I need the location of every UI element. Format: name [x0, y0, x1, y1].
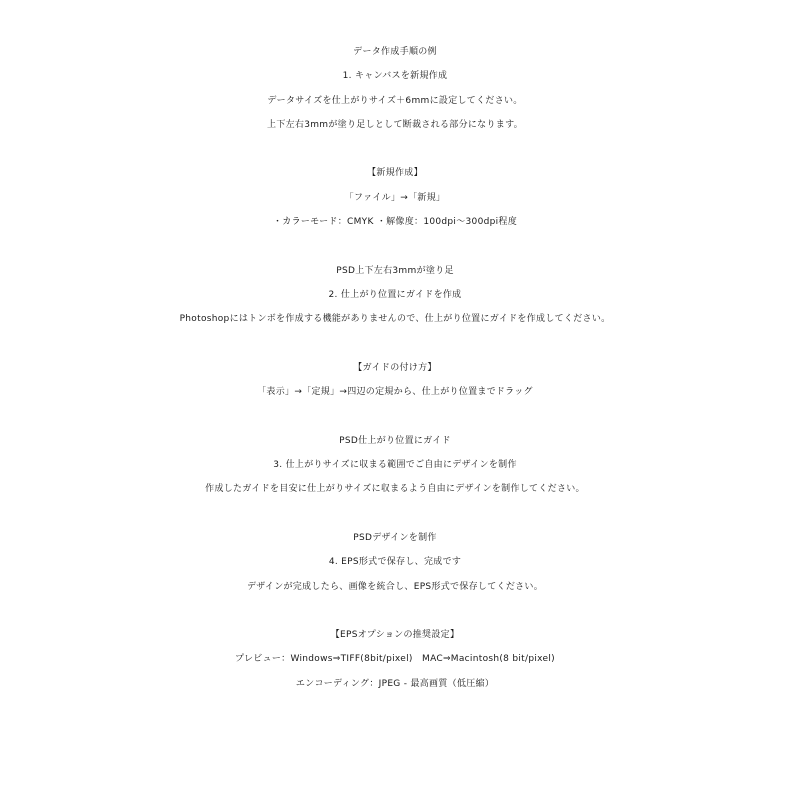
bleed-image-caption: PSD上下左右3mmが塗り足: [336, 265, 454, 276]
step-3-text: 作成したガイドを目安に仕上がりサイズに収まるよう自由にデザインを制作してください。: [205, 484, 585, 495]
guide-section-title: 【ガイドの付け方】: [353, 362, 437, 373]
instructions-document: [0, 40, 790, 696]
spacer: [0, 502, 790, 526]
step-1-text-line-2: 上下左右3mmが塗り足しとして断裁される部分になります。: [267, 119, 523, 130]
guide-image-caption: PSD仕上がり位置にガイド: [339, 435, 451, 446]
eps-section-title: 【EPSオプションの推奨設定】: [330, 630, 460, 641]
guide-menu-path: 「表示」→「定規」→四辺の定規から、仕上がり位置までドラッグ: [257, 387, 533, 398]
step-2-text: Photoshopにはトンボを作成する機能がありませんので、仕上がり位置にガイドを作成してください。: [179, 314, 611, 325]
doc-title: データ作成手順の例: [353, 47, 437, 57]
spacer: [0, 234, 790, 258]
step-4-text: デザインが完成したら、画像を統合し、EPS形式で保存してください。: [246, 581, 544, 592]
design-image-caption: PSDデザインを制作: [353, 532, 437, 543]
new-file-menu-path: 「ファイル」→「新規」: [344, 192, 446, 203]
spacer: [0, 137, 790, 161]
spacer: [0, 404, 790, 428]
step-4-heading: 4. EPS形式で保存し、完成です: [328, 557, 462, 568]
spacer: [0, 599, 790, 623]
step-1-text-line-1: データサイズを仕上がりサイズ＋6mmに設定してください。: [267, 95, 523, 106]
step-2-heading: 2. 仕上がり位置にガイドを作成: [328, 289, 462, 300]
spacer: [0, 332, 790, 356]
new-file-settings: ・カラーモード：CMYK ・解像度：100dpi〜300dpi程度: [272, 217, 518, 228]
new-file-section-title: 【新規作成】: [367, 168, 423, 179]
step-3-heading: 3. 仕上がりサイズに収まる範囲でご自由にデザインを制作: [273, 460, 517, 471]
step-1-heading: 1. キャンバスを新規作成: [342, 71, 448, 82]
eps-encoding-setting: エンコーディング：JPEG - 最高画質（低圧縮）: [295, 678, 495, 689]
eps-preview-setting: プレビュー：Windows⇒TIFF(8bit/pixel) MAC⇒Macintosh(8 bit/pixel): [235, 654, 555, 665]
